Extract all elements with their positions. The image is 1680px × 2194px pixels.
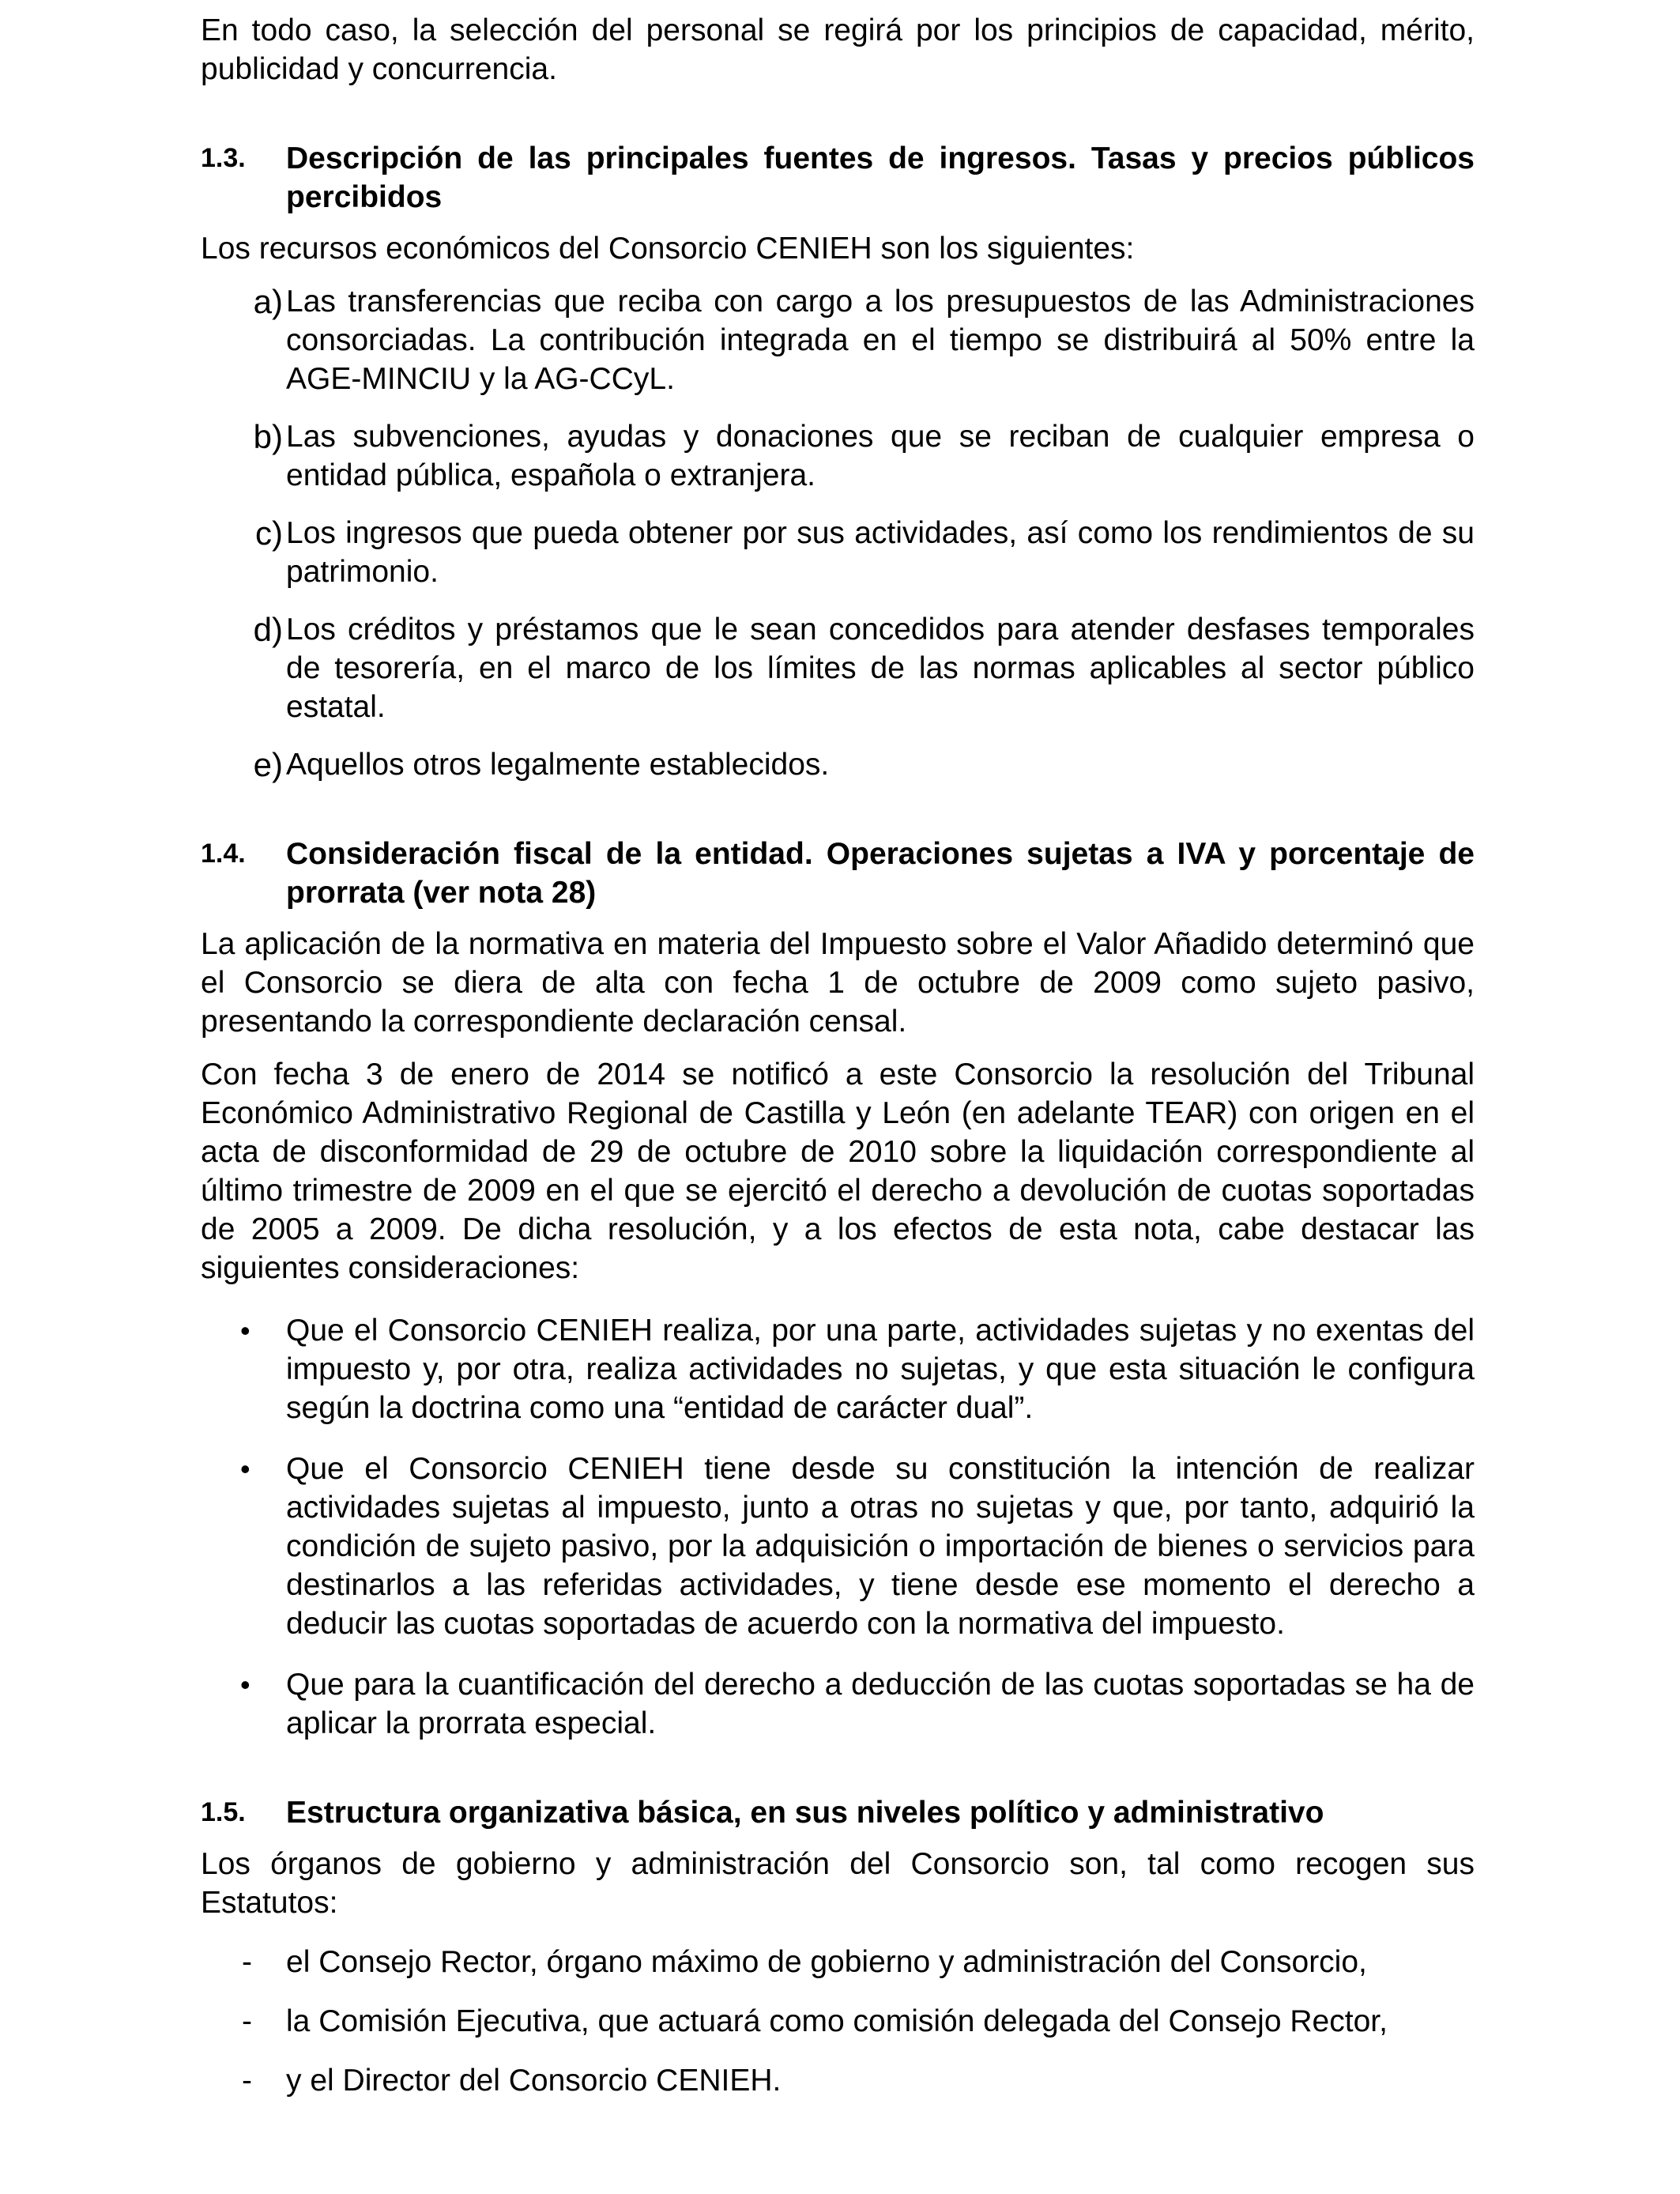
list-item [201, 1311, 1475, 1427]
list-item [201, 282, 1475, 398]
list-item [201, 1449, 1475, 1643]
income-sources-list [201, 282, 1475, 784]
list-item [201, 417, 1475, 495]
section-lead: Los órganos de gobierno y administración del Consorcio son, tal como recogen sus Estatutos: [201, 1847, 1475, 1920]
list-item [201, 2002, 1475, 2041]
vat-considerations-list [201, 1311, 1475, 1743]
list-marker: d) [253, 611, 283, 648]
document-page [201, 11, 1475, 2120]
list-item-text: Aquellos otros legalmente establecidos. [286, 748, 830, 782]
list-item-text: Las subvenciones, ayudas y donaciones que se reciban de cualquier empresa o entidad pública, española o extranjera. [286, 420, 1475, 492]
list-item-text: Los ingresos que pueda obtener por sus actividades, así como los rendimientos de su patrimonio. [286, 516, 1475, 589]
bullet-marker: • [240, 1453, 250, 1485]
list-item [201, 2061, 1475, 2100]
list-item-text: la Comisión Ejecutiva, que actuará como comisión delegada del Consejo Rector, [286, 2004, 1388, 2038]
section-title: Descripción de las principales fuentes de ingresos. Tasas y precios públicos percibidos [286, 141, 1475, 214]
list-item-text: Que el Consorcio CENIEH realiza, por una parte, actividades sujetas y no exentas del impuesto y, por otra, realiza actividades no sujetas, y que esta situación le configura según la doctrina como una “entidad de carácter dual”. [286, 1314, 1475, 1425]
list-item [201, 1943, 1475, 1981]
section-heading-1-3 [201, 139, 1475, 217]
section-lead: Los recursos económicos del Consorcio CENIEH son los siguientes: [201, 232, 1135, 266]
list-marker: a) [253, 283, 283, 320]
vat-paragraph-2: Con fecha 3 de enero de 2014 se notificó a este Consorcio la resolución del Tribunal Económico Administrativo Regional de Castilla y León (en adelante TEAR) con origen en el acta de disconformidad de 29 de octubre de 2010 sobre la liquidación correspondiente al último trimestre de 2009 en el que se ejercitó el derecho a devolución de cuotas soportadas de 2005 a 2009. De dicha resolución, y a los efectos de esta nota, cabe destacar las siguientes consideraciones: [201, 1057, 1475, 1285]
section-title: Consideración fiscal de la entidad. Operaciones sujetas a IVA y porcentaje de prorrata (ver nota 28) [286, 837, 1475, 910]
section-heading-1-4 [201, 835, 1475, 912]
intro-paragraph: En todo caso, la selección del personal se regirá por los principios de capacidad, mérito, publicidad y concurrencia. [201, 13, 1475, 86]
list-item [201, 1665, 1475, 1743]
bullet-marker: • [240, 1668, 250, 1701]
list-item-text: Los créditos y préstamos que le sean concedidos para atender desfases temporales de tesorería, en el marco de los límites de las normas aplicables al sector público estatal. [286, 613, 1475, 724]
list-item-text: el Consejo Rector, órgano máximo de gobierno y administración del Consorcio, [286, 1945, 1367, 1979]
dash-marker: - [242, 2004, 252, 2038]
list-item-text: Que el Consorcio CENIEH tiene desde su constitución la intención de realizar actividades sujetas al impuesto, junto a otras no sujetas y que, por tanto, adquirió la condición de sujeto pasivo, por la adquisición o importación de bienes o servicios para destinarlos a las referidas actividades, y tiene desde ese momento el derecho a deducir las cuotas soportadas de acuerdo con la normativa del impuesto. [286, 1452, 1475, 1641]
section-number: 1.5. [201, 1797, 246, 1827]
list-marker: e) [253, 746, 283, 783]
vat-paragraph-1: La aplicación de la normativa en materia del Impuesto sobre el Valor Añadido determinó que el Consorcio se diera de alta con fecha 1 de octubre de 2009 como sujeto pasivo, presentando la correspondiente declaración censal. [201, 927, 1475, 1039]
list-marker: b) [253, 418, 283, 455]
section-title: Estructura organizativa básica, en sus niveles político y administrativo [286, 1796, 1324, 1830]
section-number: 1.4. [201, 839, 246, 869]
list-item-text: Que para la cuantificación del derecho a deducción de las cuotas soportadas se ha de aplicar la prorrata especial. [286, 1668, 1475, 1740]
list-marker: c) [255, 515, 283, 552]
list-item [201, 514, 1475, 591]
governing-bodies-list [201, 1943, 1475, 2100]
section-number: 1.3. [201, 143, 246, 173]
list-item [201, 745, 1475, 784]
bullet-marker: • [240, 1314, 250, 1347]
dash-marker: - [242, 2064, 252, 2098]
section-heading-1-5 [201, 1793, 1475, 1832]
list-item [201, 610, 1475, 726]
list-item-text: y el Director del Consorcio CENIEH. [286, 2064, 782, 2098]
dash-marker: - [242, 1945, 252, 1979]
list-item-text: Las transferencias que reciba con cargo a los presupuestos de las Administraciones consorciadas. La contribución integrada en el tiempo se distribuirá al 50% entre la AGE-MINCIU y la AG-CCyL. [286, 285, 1475, 396]
